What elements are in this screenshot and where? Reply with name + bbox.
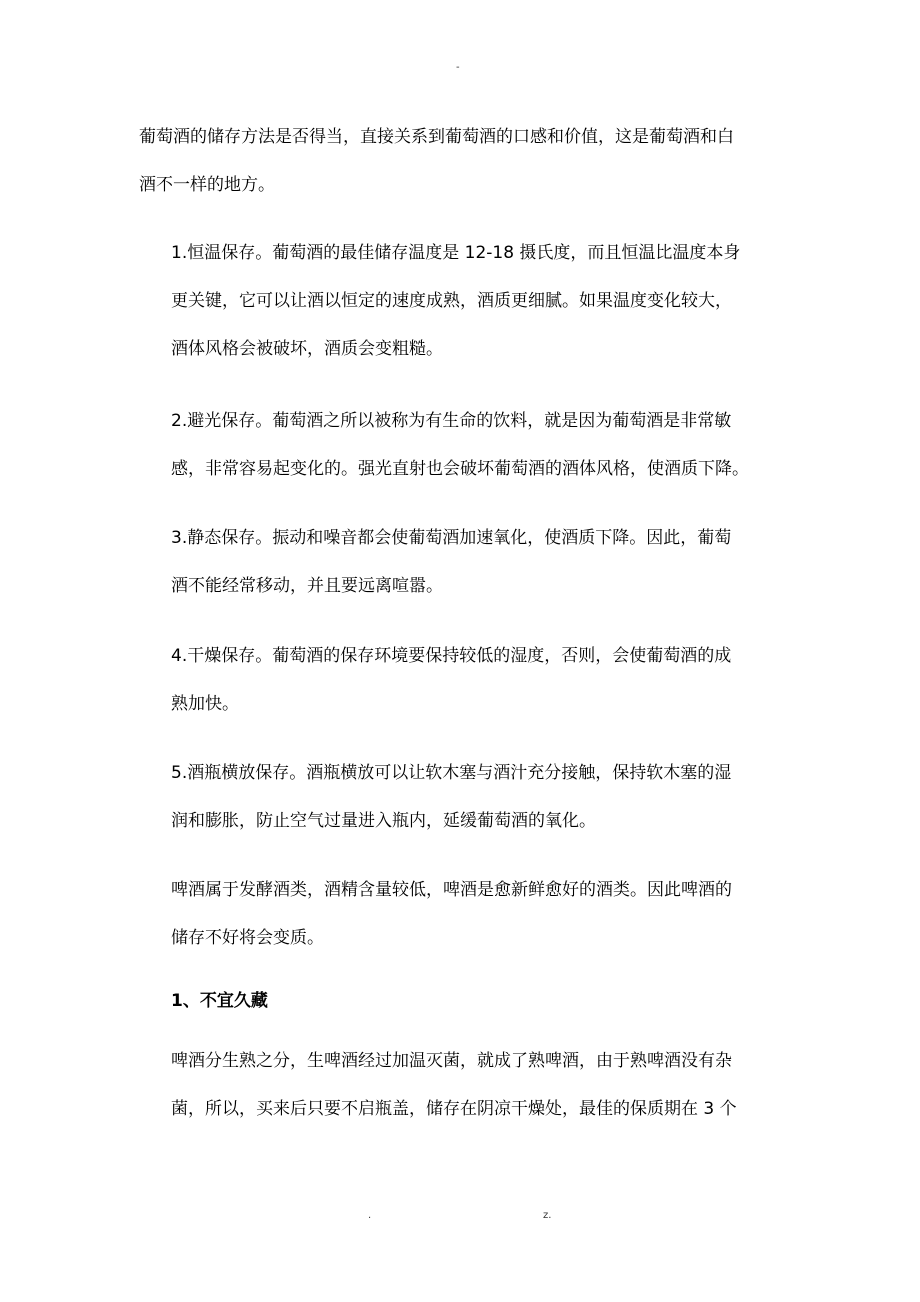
wine-item-avoid-light — [171, 397, 789, 493]
item-line: 酒体风格会被破坏，酒质会变粗糙。 — [171, 339, 443, 359]
beer-section-heading — [171, 977, 789, 1025]
beer-intro-paragraph — [171, 866, 789, 962]
item-line: 润和膨胀，防止空气过量进入瓶内，延缓葡萄酒的氧化。 — [171, 811, 596, 831]
wine-item-static-storage — [171, 514, 789, 610]
item-line: 5.酒瓶横放保存。酒瓶横放可以让软木塞与酒汁充分接触，保持软木塞的湿 — [171, 763, 732, 783]
heading-text: 1、不宜久藏 — [171, 991, 268, 1011]
beer-intro-line: 啤酒属于发酵酒类，酒精含量较低，啤酒是愈新鲜愈好的酒类。因此啤酒的 — [171, 880, 732, 900]
footer-mark-left: . — [368, 1210, 372, 1221]
beer-intro-line: 储存不好将会变质。 — [171, 928, 324, 948]
item-line: 2.避光保存。葡萄酒之所以被称为有生命的饮料，就是因为葡萄酒是非常敏 — [171, 411, 732, 431]
beer-body-line: 啤酒分生熟之分，生啤酒经过加温灭菌，就成了熟啤酒，由于熟啤酒没有杂 — [171, 1051, 732, 1071]
intro-line: 酒不一样的地方。 — [139, 175, 275, 195]
beer-body-line: 菌，所以，买来后只要不启瓶盖，储存在阴凉干燥处，最佳的保质期在 3 个 — [171, 1099, 737, 1119]
wine-item-dry-storage — [171, 632, 789, 728]
intro-paragraph — [139, 113, 789, 209]
intro-line: 葡萄酒的储存方法是否得当，直接关系到葡萄酒的口感和价值，这是葡萄酒和白 — [139, 127, 734, 147]
wine-item-horizontal-storage — [171, 749, 789, 845]
footer-mark-right: z. — [543, 1210, 552, 1221]
item-line: 4.干燥保存。葡萄酒的保存环境要保持较低的湿度，否则，会使葡萄酒的成 — [171, 646, 732, 666]
header-mark: - — [456, 62, 460, 73]
item-line: 3.静态保存。振动和噪音都会使葡萄酒加速氧化，使酒质下降。因此，葡萄 — [171, 528, 732, 548]
beer-body-paragraph — [171, 1037, 789, 1133]
item-line: 感，非常容易起变化的。强光直射也会破坏葡萄酒的酒体风格，使酒质下降。 — [171, 459, 749, 479]
item-line: 更关键，它可以让酒以恒定的速度成熟，酒质更细腻。如果温度变化较大， — [171, 291, 732, 311]
wine-item-constant-temperature — [171, 229, 789, 373]
item-line: 熟加快。 — [171, 694, 239, 714]
item-line: 酒不能经常移动，并且要远离喧嚣。 — [171, 576, 443, 596]
item-line: 1.恒温保存。葡萄酒的最佳储存温度是 12-18 摄氏度，而且恒温比温度本身 — [171, 243, 741, 263]
